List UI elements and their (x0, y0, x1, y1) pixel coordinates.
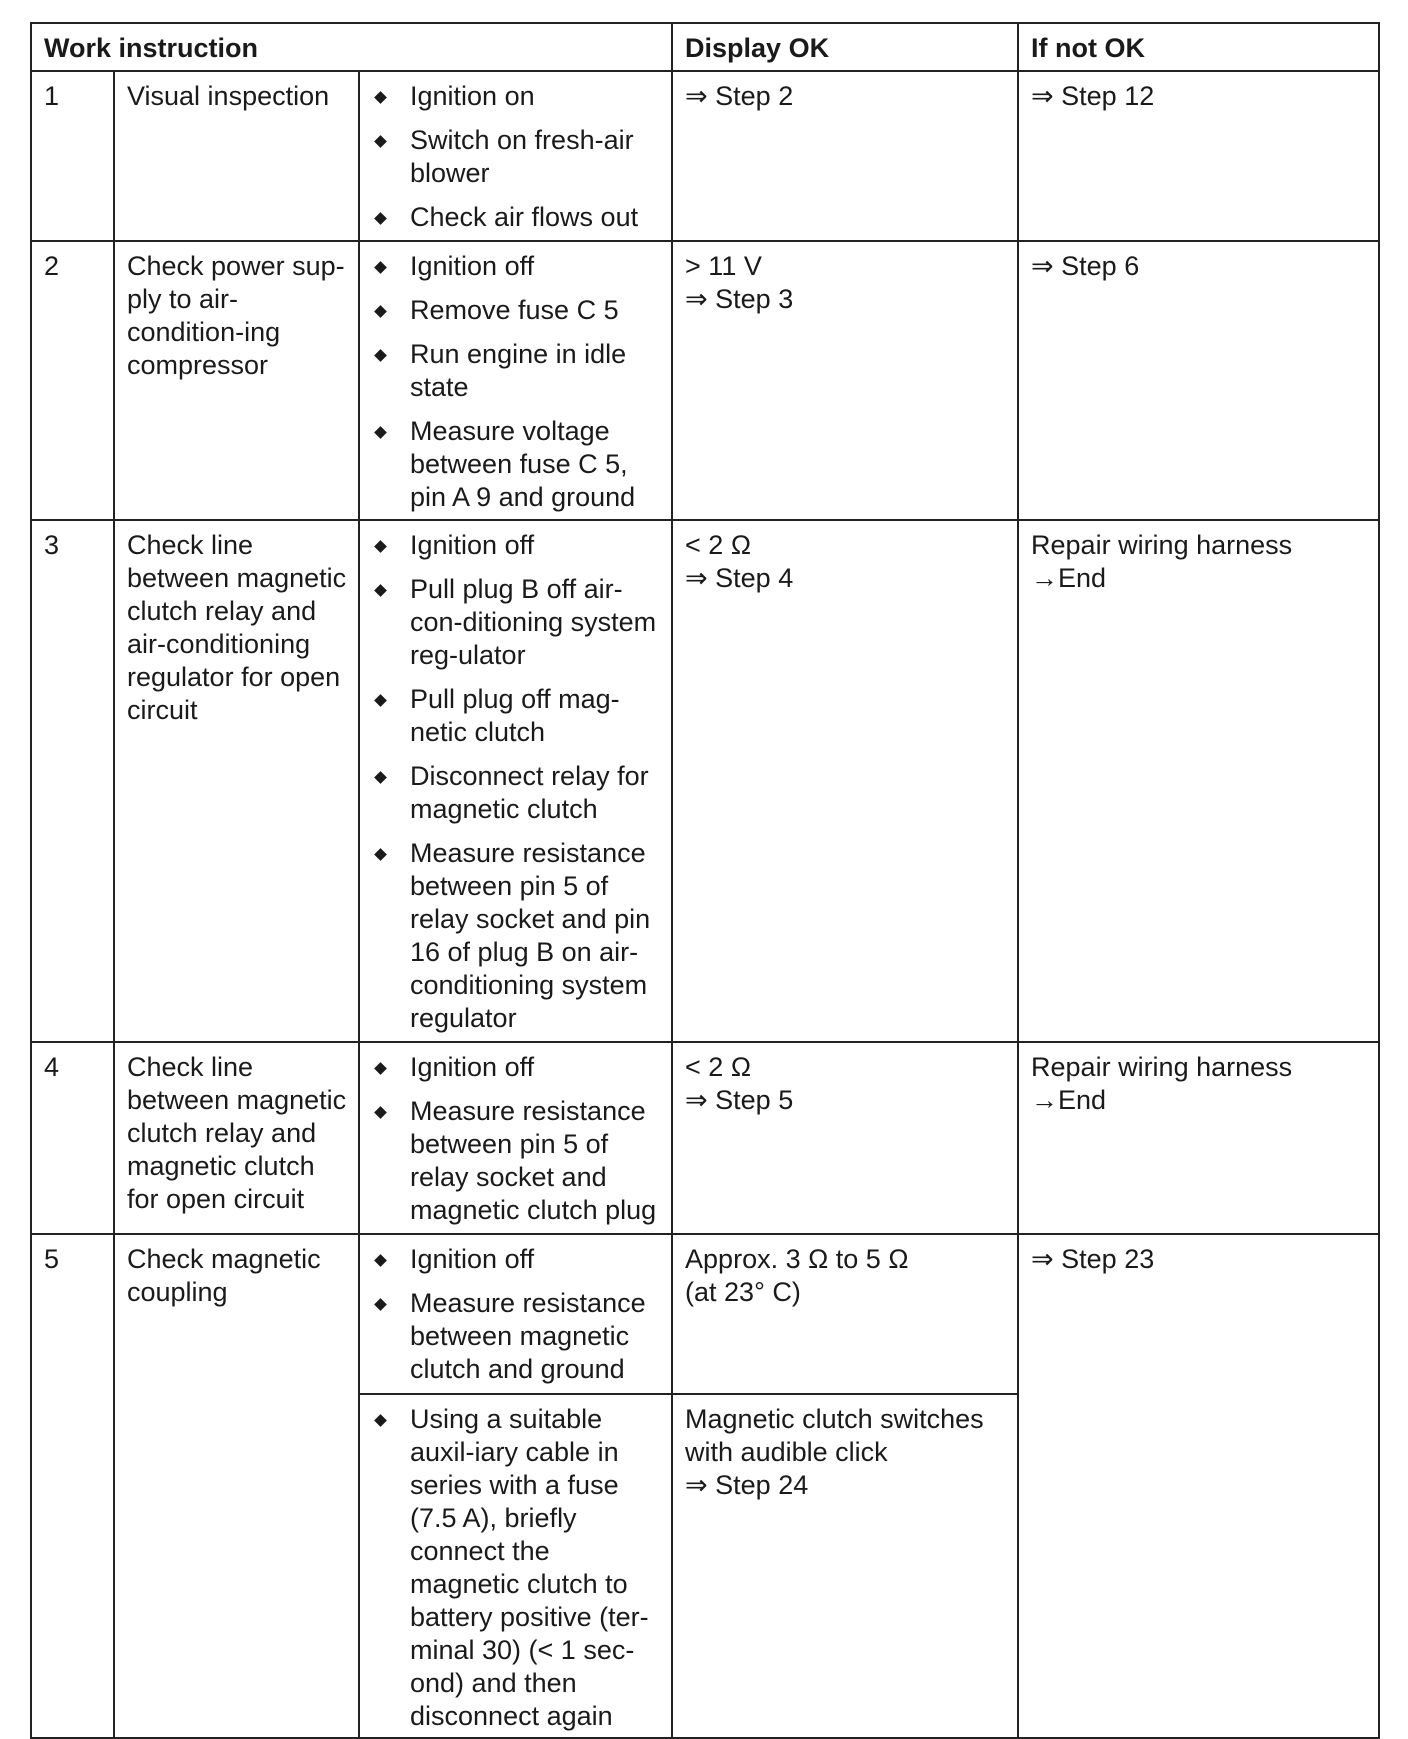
bullet-icon (374, 1414, 387, 1427)
list-item: Measure resistance between pin 5 of relay socket and pin 16 of plug B on air-conditioning system regulator (372, 837, 661, 1035)
step-title: Check line between magnetic clutch relay and air-conditioning regulator for open circuit (114, 520, 359, 1042)
bullet-icon (374, 305, 387, 318)
list-item: Measure resistance between magnetic clutch and ground (372, 1287, 661, 1386)
list-item: Ignition off (372, 250, 661, 283)
step-number: 2 (31, 241, 114, 520)
step-number: 3 (31, 520, 114, 1042)
table-header-row (31, 23, 1379, 71)
bullet-icon (374, 1106, 387, 1119)
bullet-icon (374, 426, 387, 439)
display-ok-cell: < 2 Ω ⇒ Step 4 (672, 520, 1018, 1042)
list-item: Ignition off (372, 1243, 661, 1276)
bullet-icon (374, 694, 387, 707)
list-item: Measure voltage between fuse C 5, pin A 9 and ground (372, 415, 661, 514)
bullet-icon (374, 1062, 387, 1075)
list-item: Ignition off (372, 529, 661, 562)
bullet-icon (374, 212, 387, 225)
bullet-icon (374, 349, 387, 362)
display-ok-cell: Approx. 3 Ω to 5 Ω (at 23° C) (672, 1234, 1018, 1394)
list-item: Ignition on (372, 80, 661, 113)
list-item: Pull plug B off air-con-ditioning system reg-ulator (372, 573, 661, 672)
step-title: Check magnetic coupling (114, 1234, 359, 1738)
if-not-ok-cell: Repair wiring harness →End (1018, 520, 1379, 1042)
if-not-ok-cell: ⇒ Step 12 (1018, 71, 1379, 241)
bullet-icon (374, 771, 387, 784)
list-item: Switch on fresh-air blower (372, 124, 661, 190)
step-title: Check power sup-ply to air-condition-ing compressor (114, 241, 359, 520)
header-display-ok: Display OK (672, 23, 1018, 71)
table-row-4 (31, 1042, 1379, 1234)
step-number: 4 (31, 1042, 114, 1234)
list-item: Measure resistance between pin 5 of relay socket and magnetic clutch plug (372, 1095, 661, 1227)
display-ok-cell: < 2 Ω ⇒ Step 5 (672, 1042, 1018, 1234)
display-ok-cell: > 11 V ⇒ Step 3 (672, 241, 1018, 520)
bullet-icon (374, 91, 387, 104)
step-title: Visual inspection (114, 71, 359, 241)
list-item: Using a suitable auxil-iary cable in series with a fuse (7.5 A), briefly connect the magnetic clutch to battery positive (ter-minal 30) (< 1 sec-ond) and then disconnect again (372, 1403, 661, 1733)
if-not-ok-cell: ⇒ Step 6 (1018, 241, 1379, 520)
list-item: Remove fuse C 5 (372, 294, 661, 327)
table-row-3 (31, 520, 1379, 1042)
header-work-instruction: Work instruction (31, 23, 672, 71)
bullet-icon (374, 261, 387, 274)
bullet-icon (374, 1298, 387, 1311)
header-if-not-ok: If not OK (1018, 23, 1379, 71)
step-title: Check line between magnetic clutch relay and magnetic clutch for open circuit (114, 1042, 359, 1234)
display-ok-cell: ⇒ Step 2 (672, 71, 1018, 241)
list-item: Run engine in idle state (372, 338, 661, 404)
bullet-icon (374, 135, 387, 148)
step-actions (359, 1234, 672, 1394)
step-actions (359, 1042, 672, 1234)
if-not-ok-cell: Repair wiring harness →End (1018, 1042, 1379, 1234)
bullet-icon (374, 1254, 387, 1267)
work-instruction-table (30, 22, 1380, 1739)
step-number: 1 (31, 71, 114, 241)
step-actions (359, 241, 672, 520)
bullet-icon (374, 540, 387, 553)
step-number: 5 (31, 1234, 114, 1738)
step-actions (359, 1394, 672, 1738)
table-row-2 (31, 241, 1379, 520)
bullet-icon (374, 584, 387, 597)
list-item: Pull plug off mag-netic clutch (372, 683, 661, 749)
table-row-1 (31, 71, 1379, 241)
list-item: Check air flows out (372, 201, 661, 234)
bullet-icon (374, 848, 387, 861)
list-item: Disconnect relay for magnetic clutch (372, 760, 661, 826)
step-actions (359, 71, 672, 241)
display-ok-cell: Magnetic clutch switches with audible click ⇒ Step 24 (672, 1394, 1018, 1738)
if-not-ok-cell: ⇒ Step 23 (1018, 1234, 1379, 1738)
table-row-5 (31, 1234, 1379, 1394)
list-item: Ignition off (372, 1051, 661, 1084)
step-actions (359, 520, 672, 1042)
